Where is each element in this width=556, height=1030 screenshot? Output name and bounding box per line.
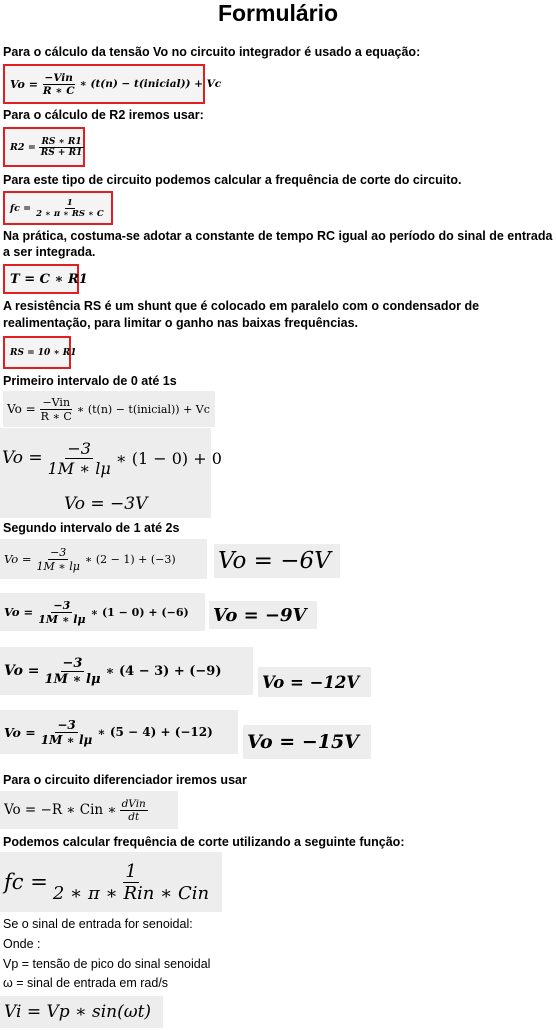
- eq-text: RS = 10 ∗ R1: [10, 347, 77, 358]
- eq-num: dVin: [121, 797, 146, 810]
- eq-lhs: Vo =: [4, 663, 40, 679]
- eq-lhs: Vo =: [10, 77, 38, 91]
- eq-den: 2 ∗ π ∗ Rin ∗ Cin: [52, 882, 210, 904]
- eq-lhs: Vo =: [4, 552, 32, 566]
- equation-s3: [0, 647, 253, 695]
- equation-integrador: [3, 64, 222, 104]
- eq-den: R ∗ C: [42, 84, 75, 97]
- paragraph-vp: Vp = tensão de pico do sinal senoidal: [3, 957, 211, 971]
- eq-lhs: fc =: [10, 202, 32, 214]
- eq-den: 1M ∗ lμ: [47, 458, 111, 478]
- paragraph-rc-2: a ser integrada.: [3, 245, 96, 259]
- eq-num: −3: [67, 438, 91, 458]
- eq-den: 1M ∗ lμ: [38, 612, 86, 626]
- equation-s2: [0, 593, 205, 631]
- eq-rest: ∗ (2 − 1) + (−3): [84, 552, 176, 566]
- result-s1: [214, 544, 340, 578]
- eq-num: −Vin: [42, 395, 71, 409]
- equation-s1: [0, 539, 207, 579]
- eq-lhs: Vo =: [2, 448, 43, 468]
- eq-rest: ∗ (t(n) − t(inicial)) + Vc: [76, 402, 210, 416]
- eq-text: T = C ∗ R1: [10, 271, 88, 287]
- result-s2: [209, 601, 317, 629]
- equation-rs: [3, 336, 77, 369]
- eq-num: 1: [125, 860, 137, 882]
- eq-rest: ∗ (1 − 0) + (−6): [90, 605, 189, 619]
- eq-den: 1M ∗ lμ: [40, 732, 93, 747]
- equation-s4: [0, 710, 238, 754]
- eq-num: 1: [66, 197, 73, 208]
- heading-primeiro-intervalo: Primeiro intervalo de 0 até 1s: [3, 374, 177, 388]
- heading-segundo-intervalo: Segundo intervalo de 1 até 2s: [3, 521, 180, 535]
- eq-den: dt: [128, 810, 140, 823]
- paragraph-onde: Onde :: [3, 937, 41, 951]
- equation-diferenciador: [0, 791, 178, 829]
- eq-lhs: R2 =: [10, 141, 36, 153]
- eq-lhs: Vo =: [4, 605, 34, 619]
- eq-lhs: fc =: [4, 870, 48, 894]
- eq-den: 2 ∗ π ∗ RS ∗ C: [36, 208, 104, 219]
- paragraph-senoidal: Se o sinal de entrada for senoidal:: [3, 917, 193, 931]
- eq-result: Vo = −3V: [64, 494, 148, 514]
- eq-num: −3: [57, 717, 76, 732]
- eq-num: −3: [53, 598, 71, 612]
- eq-den: R ∗ C: [40, 409, 72, 423]
- result-s3: [258, 667, 371, 697]
- page-title: Formulário: [217, 0, 339, 26]
- paragraph-omega: ω = sinal de entrada em rad/s: [3, 976, 169, 990]
- eq-den: 1M ∗ lμ: [44, 671, 101, 687]
- result-s4: [243, 725, 371, 759]
- eq-rest: ∗ (5 − 4) + (−12): [97, 725, 213, 739]
- eq-num: −3: [50, 545, 67, 559]
- paragraph-diferenciador: Para o circuito diferenciador iremos usar: [3, 773, 247, 787]
- paragraph-rs-1: A resistência RS é um shunt que é colocado em paralelo com o condensador de: [3, 299, 480, 313]
- eq-num: −3: [62, 655, 83, 671]
- eq-den: 1M ∗ lμ: [36, 559, 80, 573]
- equation-t: [3, 264, 88, 294]
- paragraph-rc-1: Na prática, costuma-se adotar a constante de tempo RC igual ao período do sinal de entrada: [3, 229, 553, 243]
- equation-fc2: [0, 852, 222, 912]
- paragraph-integrador: Para o cálculo da tensão Vo no circuito integrador é usado a equação:: [3, 45, 421, 59]
- eq-rest: ∗ (1 − 0) + 0: [115, 448, 222, 468]
- equation-p2-block: [0, 428, 222, 518]
- paragraph-fc: Para este tipo de circuito podemos calcular a frequência de corte do circuito.: [3, 173, 462, 187]
- eq-lhs: Vo =: [7, 402, 36, 416]
- paragraph-fc2: Podemos calcular frequência de corte utilizando a seguinte função:: [3, 835, 405, 849]
- paragraph-r2: Para o cálculo de R2 iremos usar:: [3, 108, 204, 122]
- equation-vi: [0, 996, 163, 1028]
- eq-lhs: Vo = −R ∗ Cin ∗: [4, 802, 117, 818]
- eq-result: Vo = −15V: [247, 731, 359, 753]
- eq-num: RS ∗ R1: [41, 136, 82, 147]
- eq-rest: ∗ (t(n) − t(inicial)) + Vc: [79, 78, 222, 90]
- eq-rest: ∗ (4 − 3) + (−9): [105, 663, 222, 679]
- equation-fc: [3, 191, 113, 225]
- eq-result: Vo = −12V: [262, 672, 360, 692]
- eq-lhs: Vo =: [4, 724, 36, 740]
- eq-result: Vo = −9V: [213, 604, 307, 626]
- equation-p1: [3, 391, 215, 427]
- equation-r2: [3, 127, 85, 167]
- paragraph-rs-2: realimentação, para limitar o ganho nas baixas frequências.: [3, 316, 358, 330]
- eq-text: Vi = Vp ∗ sin(ωt): [4, 1002, 152, 1022]
- eq-den: RS + R1: [40, 147, 83, 158]
- eq-result: Vo = −6V: [218, 548, 331, 574]
- eq-num: −Vin: [44, 71, 73, 84]
